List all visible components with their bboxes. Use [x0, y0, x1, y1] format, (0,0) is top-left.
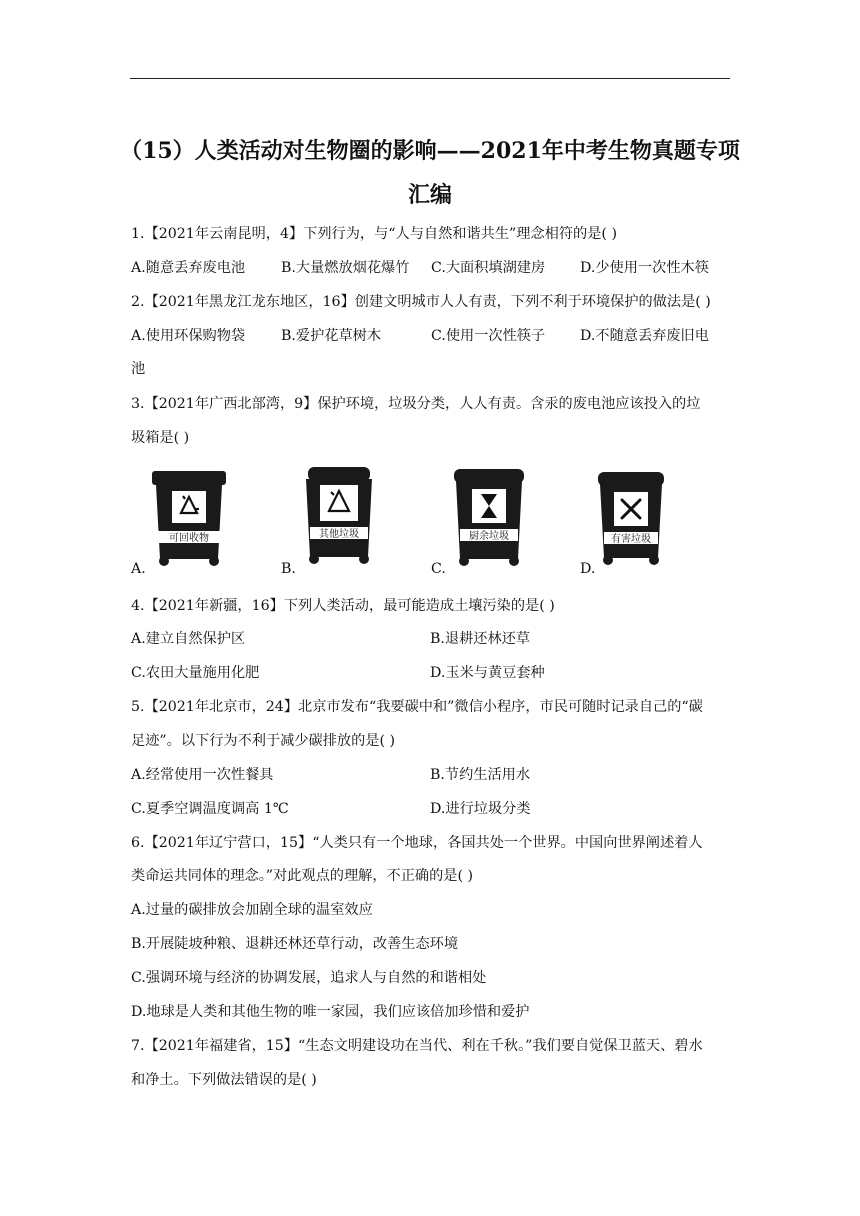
q6-option-d: D.地球是人类和其他生物的唯一家园，我们应该倍加珍惜和爱护 — [131, 1004, 530, 1020]
kitchen-waste-bin-image — [450, 467, 528, 567]
bin-c-sign: 厨余垃圾 — [469, 531, 509, 542]
bin-b-sign: 其他垃圾 — [319, 529, 359, 540]
q5-option-d: D.进行垃圾分类 — [430, 801, 531, 817]
q3-option-a-label: A. — [131, 561, 146, 577]
q1-option-d: D.少使用一次性木筷 — [580, 260, 709, 276]
q1-option-c: C.大面积填湖建房 — [431, 260, 546, 276]
doc-title-line1: （15）人类活动对生物圈的影响——2021年中考生物真题专项 — [120, 138, 740, 164]
q5-stem-line2: 足迹”。以下行为不利于减少碳排放的是( ) — [131, 733, 396, 749]
q6-stem-line2: 类命运共同体的理念。”对此观点的理解，不正确的是( ) — [131, 868, 474, 884]
q2-option-b: B.爱护花草树木 — [281, 328, 382, 344]
q2-stem: 2.【2021年黑龙江龙东地区，16】创建文明城市人人有责，下列不利于环境保护的做法是( ) — [131, 294, 711, 310]
q3-option-d-label: D. — [580, 561, 596, 577]
q6-option-a: A.过量的碳排放会加剧全球的温室效应 — [131, 902, 373, 918]
hazardous-waste-bin-image — [596, 470, 666, 566]
q4-option-a: A.建立自然保护区 — [131, 631, 246, 647]
q5-option-c: C.夏季空调温度调高 1℃ — [131, 801, 289, 817]
q4-option-c: C.农田大量施用化肥 — [131, 665, 260, 681]
bin-a-sign: 可回收物 — [169, 533, 209, 544]
q2-option-d-wrap: 池 — [131, 361, 146, 377]
q6-option-b: B.开展陡坡种粮、退耕还林还草行动，改善生态环境 — [131, 936, 459, 952]
q6-stem-line1: 6.【2021年辽宁营口，15】“人类只有一个地球，各国共处一个世界。中国向世界阐述着人 — [131, 835, 703, 851]
q3-stem-line1: 3.【2021年广西北部湾，9】保护环境，垃圾分类，人人有责。含汞的废电池应该投入的垃 — [131, 396, 701, 412]
q5-option-a: A.经常使用一次性餐具 — [131, 767, 274, 783]
q1-stem: 1.【2021年云南昆明，4】下列行为，与“人与自然和谐共生”理念相符的是( ) — [131, 226, 618, 242]
q6-option-c: C.强调环境与经济的协调发展，追求人与自然的和谐相处 — [131, 970, 487, 986]
q4-stem: 4.【2021年新疆，16】下列人类活动，最可能造成土壤污染的是( ) — [131, 598, 555, 614]
recyclable-bin-image — [150, 469, 228, 567]
q1-option-a: A.随意丢弃废电池 — [131, 260, 246, 276]
q3-stem-line2: 圾箱是( ) — [131, 430, 190, 446]
bin-d-sign: 有害垃圾 — [611, 534, 651, 545]
header-rule — [130, 78, 730, 79]
doc-title-line2: 汇编 — [407, 182, 452, 208]
q3-option-b-label: B. — [281, 561, 296, 577]
q3-option-c-label: C. — [431, 561, 446, 577]
q2-option-d: D.不随意丢弃废旧电 — [580, 328, 709, 344]
q2-option-c: C.使用一次性筷子 — [431, 328, 546, 344]
q5-option-b: B.节约生活用水 — [430, 767, 531, 783]
q7-stem-line1: 7.【2021年福建省，15】“生态文明建设功在当代、利在千秋。”我们要自觉保卫蓝天、碧水 — [131, 1038, 703, 1054]
q4-option-b: B.退耕还林还草 — [430, 631, 531, 647]
q1-option-b: B.大量燃放烟花爆竹 — [281, 260, 410, 276]
other-waste-bin-image — [300, 465, 378, 565]
q2-option-a: A.使用环保购物袋 — [131, 328, 246, 344]
q5-stem-line1: 5.【2021年北京市，24】北京市发布“我要碳中和”微信小程序，市民可随时记录自己的“碳 — [131, 699, 703, 715]
q7-stem-line2: 和净土。下列做法错误的是( ) — [131, 1072, 317, 1088]
q4-option-d: D.玉米与黄豆套种 — [430, 665, 545, 681]
